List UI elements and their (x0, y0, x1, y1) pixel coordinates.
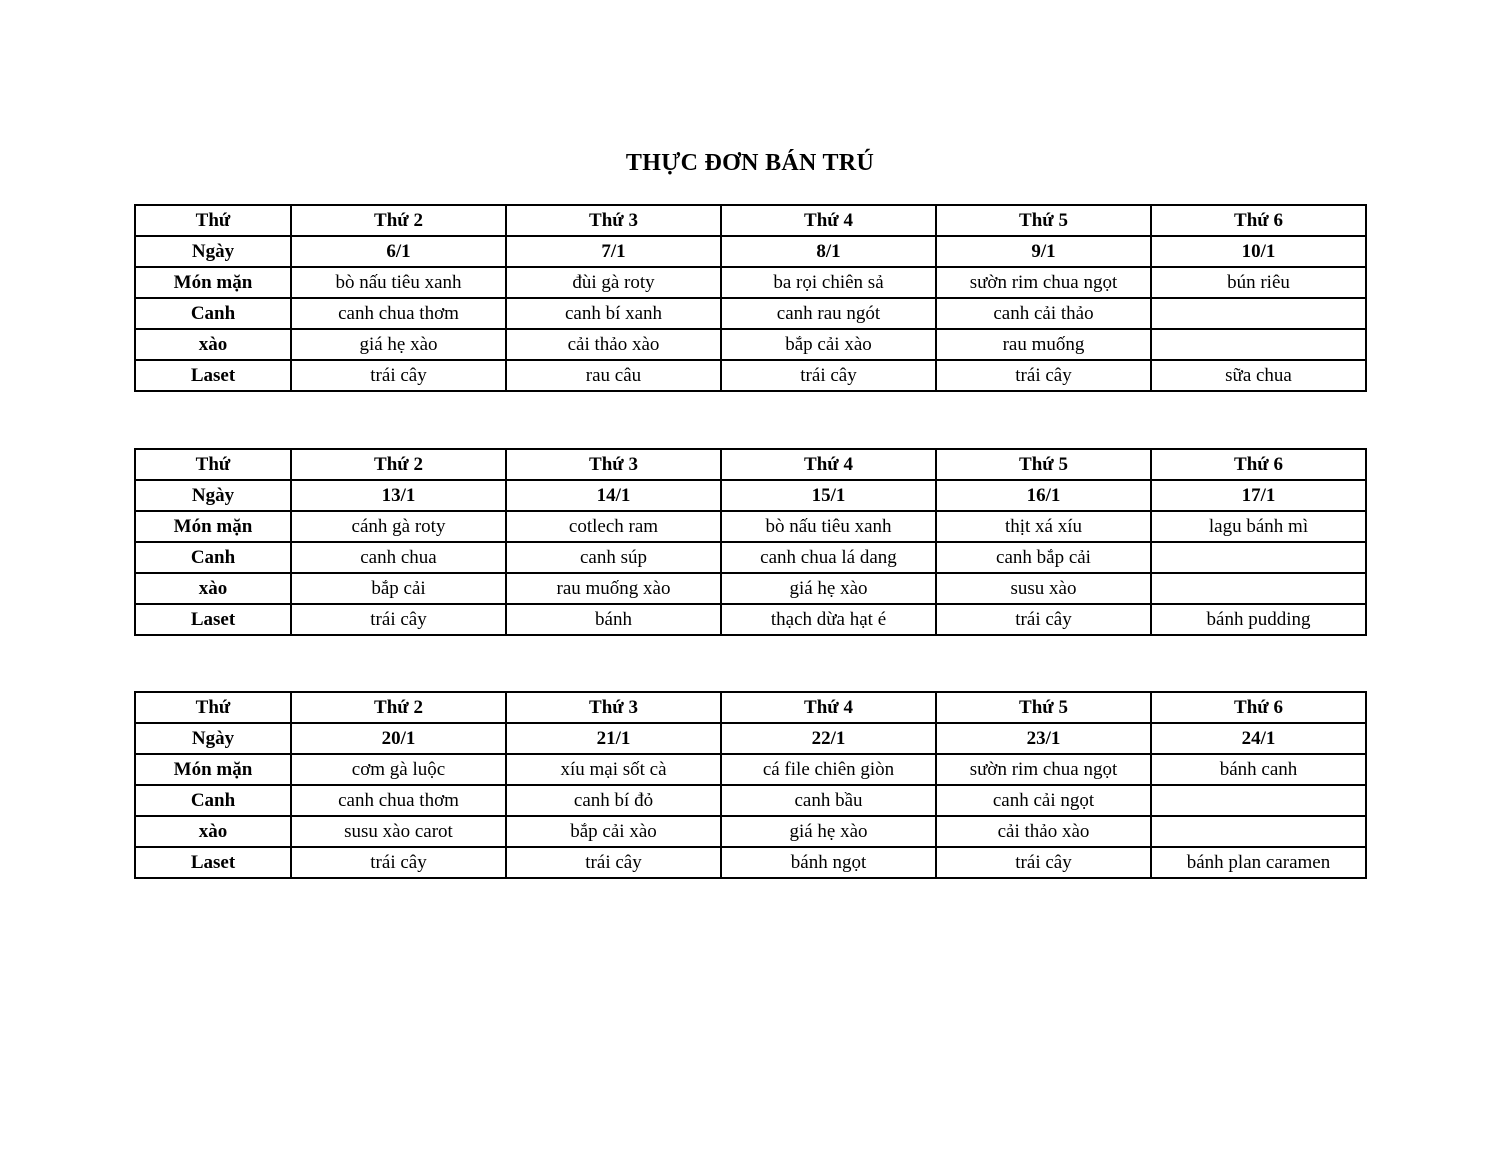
soup-cell: canh chua (291, 542, 506, 573)
dessert-cell: trái cây (936, 360, 1151, 391)
main-dish-cell: bò nấu tiêu xanh (721, 511, 936, 542)
date-cell: 6/1 (291, 236, 506, 267)
row-label-weekday: Thứ (135, 449, 291, 480)
soup-cell: canh súp (506, 542, 721, 573)
menu-table-week-2 (134, 448, 1367, 636)
stirfry-cell (1151, 329, 1366, 360)
dessert-cell: trái cây (506, 847, 721, 878)
date-cell: 23/1 (936, 723, 1151, 754)
row-label-weekday: Thứ (135, 205, 291, 236)
main-dish-cell: cotlech ram (506, 511, 721, 542)
row-label-date: Ngày (135, 723, 291, 754)
weekday-header: Thứ 6 (1151, 692, 1366, 723)
stirfry-cell: rau muống (936, 329, 1151, 360)
page-title: THỰC ĐƠN BÁN TRÚ (625, 150, 875, 176)
date-cell: 21/1 (506, 723, 721, 754)
main-dish-cell: ba rọi chiên sả (721, 267, 936, 298)
stirfry-cell (1151, 816, 1366, 847)
soup-cell (1151, 298, 1366, 329)
main-dish-cell: bò nấu tiêu xanh (291, 267, 506, 298)
dessert-cell: thạch dừa hạt é (721, 604, 936, 635)
stirfry-row (135, 573, 1366, 604)
row-label-main-dish: Món mặn (135, 267, 291, 298)
stirfry-cell: bắp cải xào (721, 329, 936, 360)
weekday-header: Thứ 2 (291, 692, 506, 723)
dessert-row (135, 604, 1366, 635)
weekday-header: Thứ 5 (936, 205, 1151, 236)
row-label-soup: Canh (135, 785, 291, 816)
row-label-main-dish: Món mặn (135, 754, 291, 785)
date-row (135, 723, 1366, 754)
main-dish-cell: sườn rim chua ngọt (936, 267, 1151, 298)
main-dish-cell: cánh gà roty (291, 511, 506, 542)
date-cell: 14/1 (506, 480, 721, 511)
weekday-header: Thứ 4 (721, 692, 936, 723)
weekday-header: Thứ 4 (721, 205, 936, 236)
dessert-row (135, 847, 1366, 878)
soup-row (135, 542, 1366, 573)
dessert-row (135, 360, 1366, 391)
soup-cell: canh rau ngót (721, 298, 936, 329)
date-cell: 16/1 (936, 480, 1151, 511)
stirfry-cell: bắp cải (291, 573, 506, 604)
date-cell: 7/1 (506, 236, 721, 267)
dessert-cell: bánh (506, 604, 721, 635)
date-cell: 15/1 (721, 480, 936, 511)
weekday-row (135, 449, 1366, 480)
stirfry-cell: giá hẹ xào (721, 816, 936, 847)
weekday-header: Thứ 3 (506, 205, 721, 236)
soup-cell: canh bầu (721, 785, 936, 816)
stirfry-cell: bắp cải xào (506, 816, 721, 847)
stirfry-row (135, 816, 1366, 847)
date-cell: 22/1 (721, 723, 936, 754)
soup-cell: canh bắp cải (936, 542, 1151, 573)
weekday-header: Thứ 5 (936, 449, 1151, 480)
dessert-cell: rau câu (506, 360, 721, 391)
row-label-soup: Canh (135, 542, 291, 573)
date-cell: 8/1 (721, 236, 936, 267)
date-row (135, 236, 1366, 267)
main-dish-cell: lagu bánh mì (1151, 511, 1366, 542)
soup-cell (1151, 785, 1366, 816)
stirfry-cell: susu xào carot (291, 816, 506, 847)
main-dish-cell: đùi gà roty (506, 267, 721, 298)
weekday-header: Thứ 6 (1151, 205, 1366, 236)
row-label-stirfry: xào (135, 573, 291, 604)
main-dish-row (135, 754, 1366, 785)
date-row (135, 480, 1366, 511)
weekday-header: Thứ 3 (506, 449, 721, 480)
dessert-cell: trái cây (291, 604, 506, 635)
date-cell: 24/1 (1151, 723, 1366, 754)
menu-table-week-3 (134, 691, 1367, 879)
soup-row (135, 298, 1366, 329)
dessert-cell: bánh ngọt (721, 847, 936, 878)
dessert-cell: trái cây (936, 604, 1151, 635)
main-dish-cell: cơm gà luộc (291, 754, 506, 785)
soup-cell: canh cải thảo (936, 298, 1151, 329)
soup-row (135, 785, 1366, 816)
dessert-cell: bánh pudding (1151, 604, 1366, 635)
dessert-cell: trái cây (936, 847, 1151, 878)
stirfry-cell: cải thảo xào (506, 329, 721, 360)
soup-cell: canh chua thơm (291, 298, 506, 329)
main-dish-cell: xíu mại sốt cà (506, 754, 721, 785)
weekday-row (135, 692, 1366, 723)
soup-cell: canh bí đỏ (506, 785, 721, 816)
weekday-header: Thứ 5 (936, 692, 1151, 723)
weekday-header: Thứ 6 (1151, 449, 1366, 480)
date-cell: 10/1 (1151, 236, 1366, 267)
soup-cell: canh bí xanh (506, 298, 721, 329)
soup-cell: canh cải ngọt (936, 785, 1151, 816)
soup-cell: canh chua thơm (291, 785, 506, 816)
main-dish-row (135, 267, 1366, 298)
date-cell: 9/1 (936, 236, 1151, 267)
stirfry-cell: giá hẹ xào (721, 573, 936, 604)
stirfry-cell: giá hẹ xào (291, 329, 506, 360)
dessert-cell: trái cây (291, 847, 506, 878)
stirfry-cell: rau muống xào (506, 573, 721, 604)
date-cell: 20/1 (291, 723, 506, 754)
main-dish-cell: cá file chiên giòn (721, 754, 936, 785)
menu-table-week-1 (134, 204, 1367, 392)
dessert-cell: sữa chua (1151, 360, 1366, 391)
dessert-cell: bánh plan caramen (1151, 847, 1366, 878)
stirfry-row (135, 329, 1366, 360)
date-cell: 17/1 (1151, 480, 1366, 511)
soup-cell: canh chua lá dang (721, 542, 936, 573)
date-cell: 13/1 (291, 480, 506, 511)
row-label-soup: Canh (135, 298, 291, 329)
main-dish-cell: bánh canh (1151, 754, 1366, 785)
dessert-cell: trái cây (721, 360, 936, 391)
stirfry-cell (1151, 573, 1366, 604)
row-label-date: Ngày (135, 236, 291, 267)
row-label-stirfry: xào (135, 329, 291, 360)
row-label-dessert: Laset (135, 360, 291, 391)
weekday-header: Thứ 2 (291, 205, 506, 236)
main-dish-cell: sườn rim chua ngọt (936, 754, 1151, 785)
row-label-date: Ngày (135, 480, 291, 511)
row-label-main-dish: Món mặn (135, 511, 291, 542)
row-label-stirfry: xào (135, 816, 291, 847)
soup-cell (1151, 542, 1366, 573)
weekday-header: Thứ 3 (506, 692, 721, 723)
weekday-header: Thứ 4 (721, 449, 936, 480)
dessert-cell: trái cây (291, 360, 506, 391)
main-dish-cell: thịt xá xíu (936, 511, 1151, 542)
weekday-header: Thứ 2 (291, 449, 506, 480)
main-dish-cell: bún riêu (1151, 267, 1366, 298)
row-label-weekday: Thứ (135, 692, 291, 723)
row-label-dessert: Laset (135, 604, 291, 635)
weekday-row (135, 205, 1366, 236)
row-label-dessert: Laset (135, 847, 291, 878)
main-dish-row (135, 511, 1366, 542)
stirfry-cell: cải thảo xào (936, 816, 1151, 847)
stirfry-cell: susu xào (936, 573, 1151, 604)
